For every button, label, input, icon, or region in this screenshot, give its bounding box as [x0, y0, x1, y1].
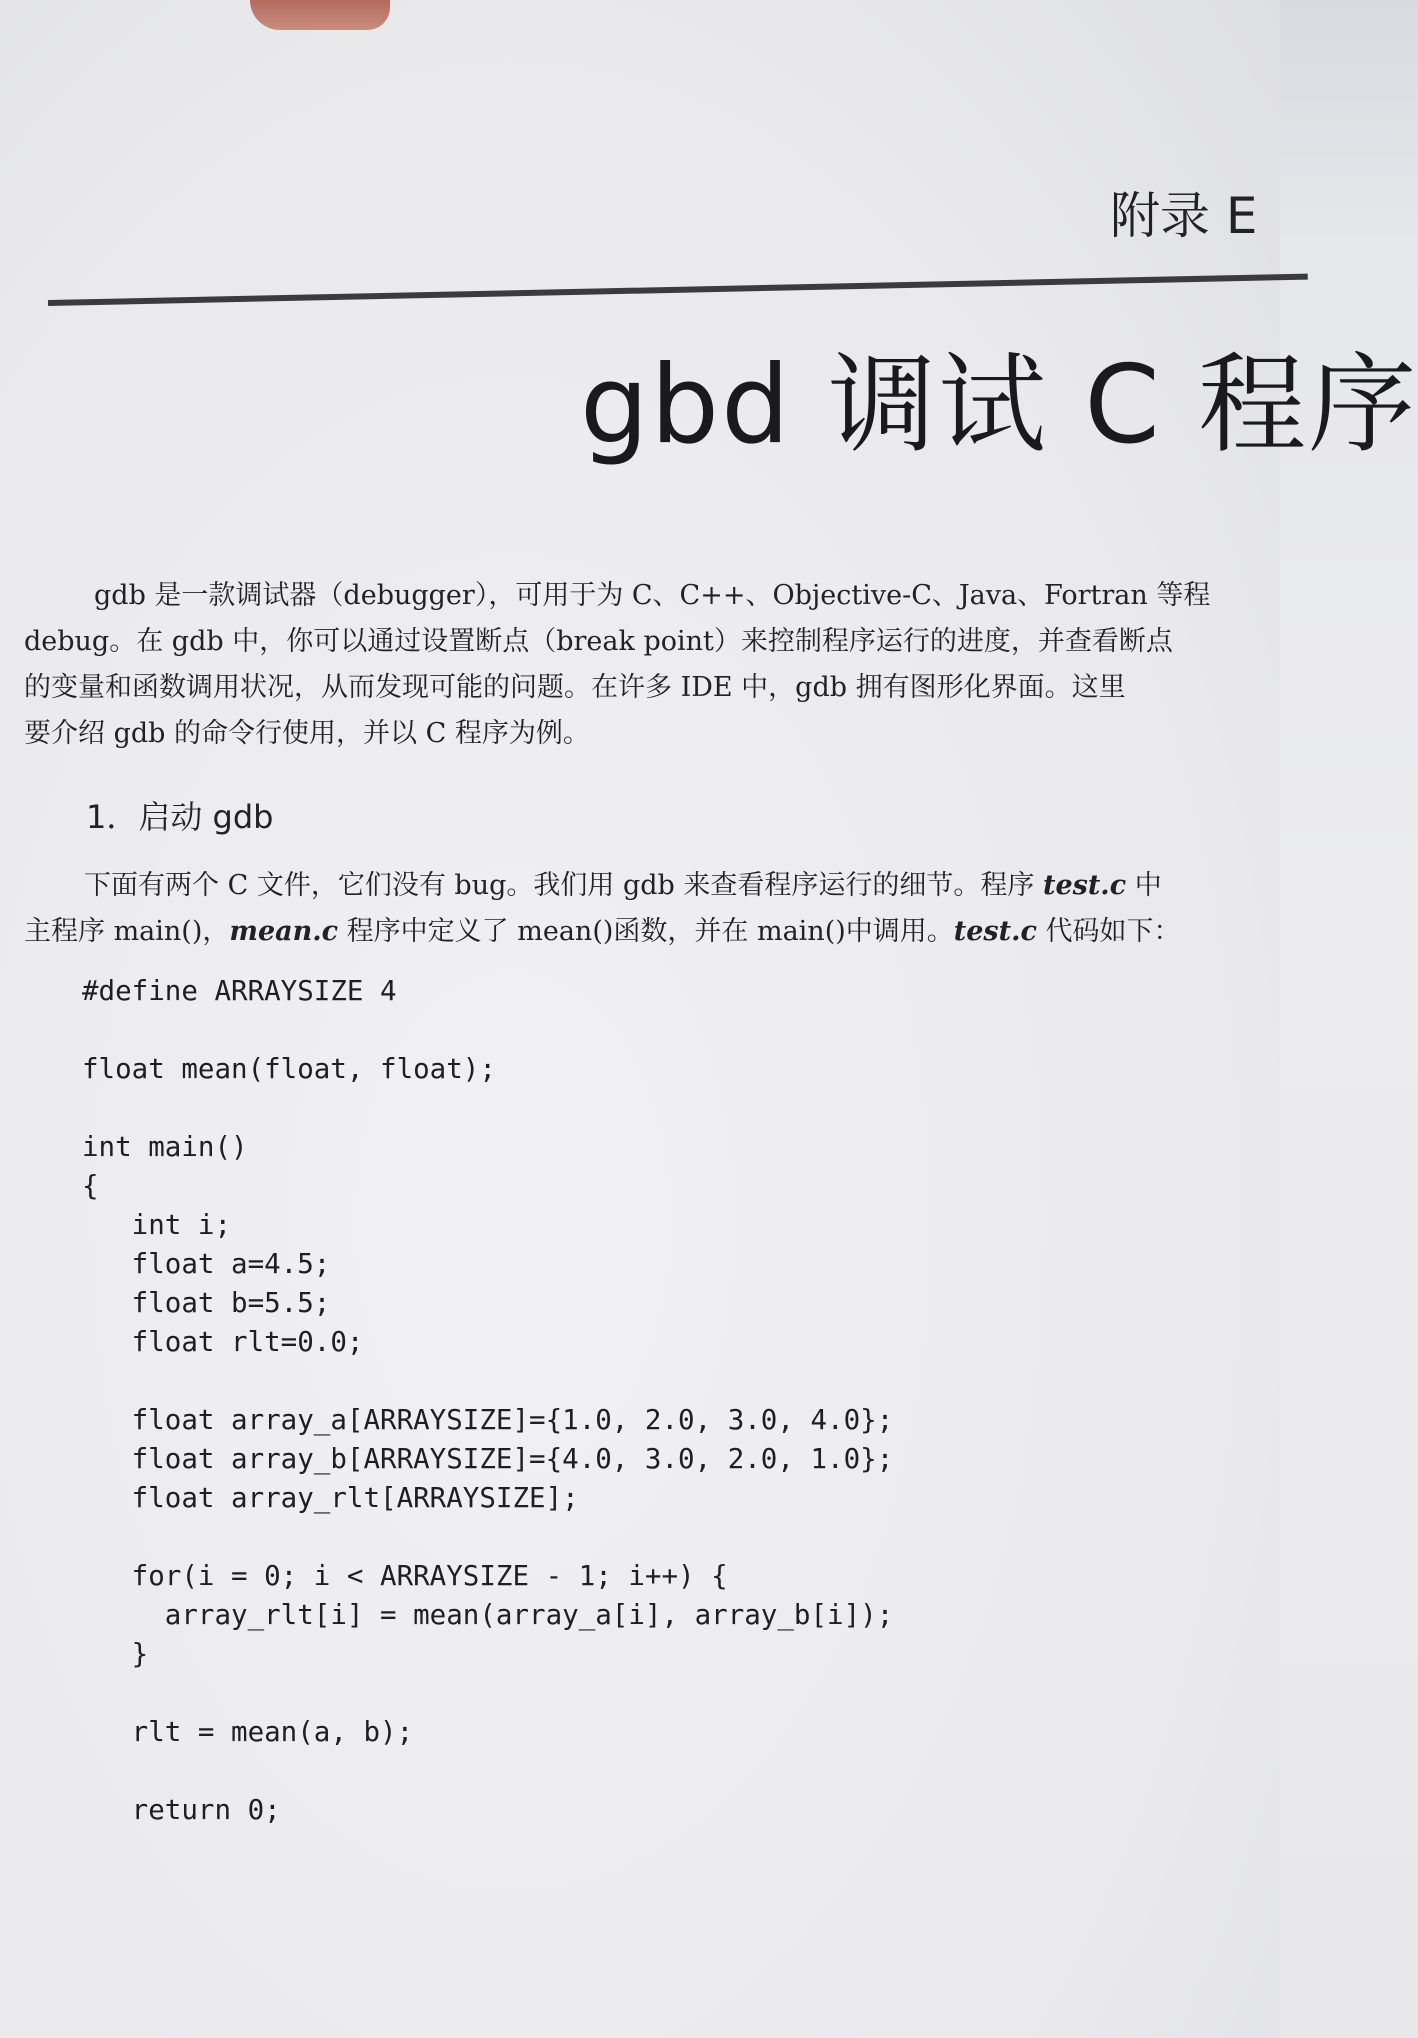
- code-line: [82, 1752, 893, 1791]
- filename-mean-c: mean.c: [229, 916, 339, 947]
- code-line: array_rlt[i] = mean(array_a[i], array_b[i]);: [82, 1599, 894, 1631]
- code-listing: [82, 972, 893, 1830]
- code-line: for(i = 0; i < ARRAYSIZE - 1; i++) {: [82, 1560, 728, 1592]
- code-line: rlt = mean(a, b);: [82, 1716, 414, 1748]
- header-rule: [48, 274, 1308, 306]
- text: 主程序 main()，: [24, 916, 230, 947]
- section-paragraph-line-2: [24, 910, 1324, 954]
- appendix-label: 附录 E: [1110, 187, 1258, 245]
- code-line: [82, 1518, 893, 1557]
- filename-test-c: test.c: [1042, 870, 1127, 901]
- code-line: float array_rlt[ARRAYSIZE];: [82, 1482, 579, 1514]
- text: 中: [1126, 870, 1162, 901]
- code-line: float array_a[ARRAYSIZE]={1.0, 2.0, 3.0, 4.0};: [82, 1404, 894, 1436]
- code-line: float rlt=0.0;: [82, 1326, 364, 1358]
- code-line: float array_b[ARRAYSIZE]={4.0, 3.0, 2.0, 1.0};: [82, 1443, 894, 1475]
- code-line: return 0;: [82, 1794, 281, 1826]
- code-line: [82, 1362, 893, 1401]
- code-line: int i;: [82, 1209, 232, 1241]
- code-line: [82, 1674, 893, 1713]
- text: 下面有两个 C 文件，它们没有 bug。我们用 gdb 来查看程序运行的细节。程序: [84, 870, 1043, 901]
- code-line: float b=5.5;: [82, 1287, 331, 1319]
- section-paragraph-line-1: [84, 864, 1384, 908]
- text: 代码如下：: [1036, 916, 1181, 947]
- code-line: float a=4.5;: [82, 1248, 331, 1280]
- text: 程序中定义了 mean()函数，并在 main()中调用。: [338, 916, 954, 947]
- code-line: float mean(float, float);: [82, 1053, 496, 1085]
- code-line: int main(): [82, 1131, 248, 1163]
- code-line: }: [82, 1638, 149, 1670]
- intro-line-1: gdb 是一款调试器（debugger），可用于为 C、C++、Objective-C、Java、Fortran 等程: [94, 580, 1211, 611]
- page-title: gbd 调试 C 程序: [580, 343, 1418, 468]
- page-corner-shadow: [250, 0, 390, 30]
- code-line: [82, 1011, 893, 1050]
- code-line: [82, 1089, 893, 1128]
- intro-line-4: 要介绍 gdb 的命令行使用，并以 C 程序为例。: [24, 718, 590, 749]
- intro-line-3: 的变量和函数调用状况，从而发现可能的问题。在许多 IDE 中，gdb 拥有图形化界面。这里: [24, 672, 1126, 703]
- intro-line-2: debug。在 gdb 中，你可以通过设置断点（break point）来控制程序运行的进度，并查看断点: [24, 626, 1173, 657]
- filename-test-c: test.c: [953, 916, 1037, 947]
- code-line: #define ARRAYSIZE 4: [82, 975, 397, 1007]
- code-line: {: [82, 1170, 99, 1202]
- section-heading: 1．启动 gdb: [86, 798, 274, 836]
